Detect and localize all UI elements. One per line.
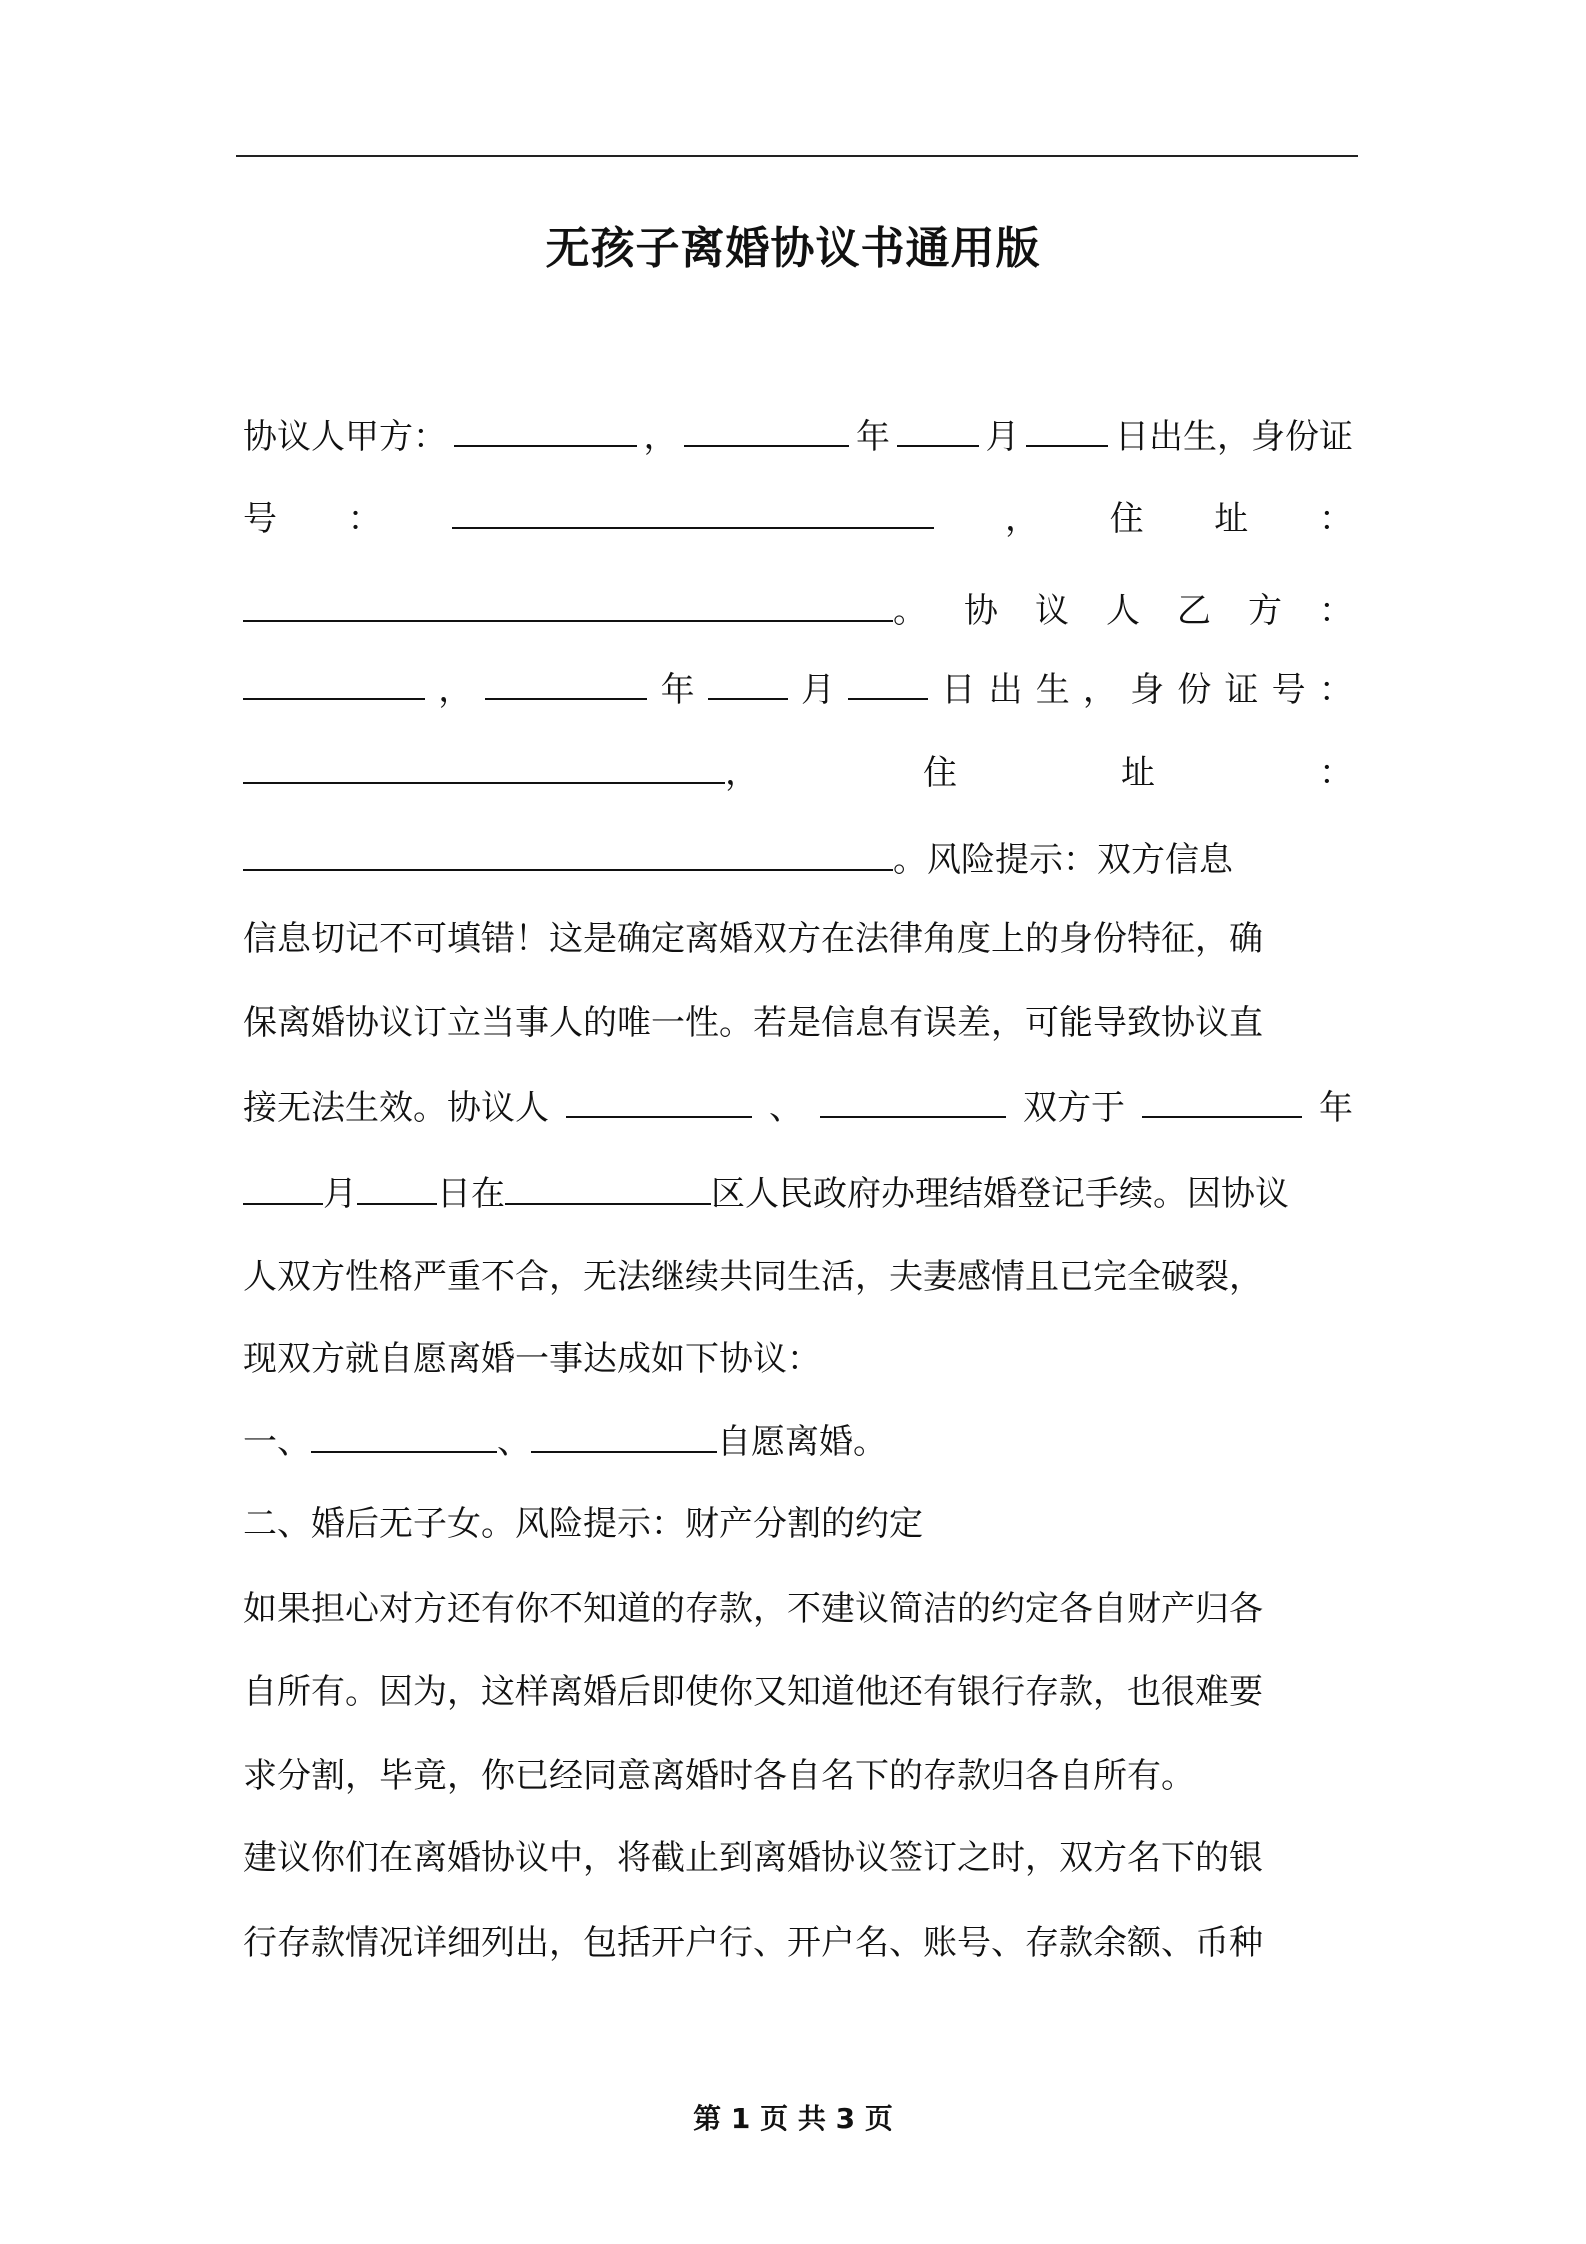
party-b-line-2: ， 住 址 ： [243, 751, 1353, 795]
paragraph-line: 保离婚协议订立当事人的唯一性。若是信息有误差，可能导致协议直 [243, 1003, 1263, 1043]
paragraph-line: 人双方性格严重不合，无法继续共同生活，夫妻感情且已完全破裂， [243, 1257, 1263, 1297]
district-blank [505, 1173, 711, 1205]
party-name-blank-1 [566, 1086, 752, 1118]
clause-one-blank-2 [531, 1421, 717, 1453]
paragraph-line: 信息切记不可填错！这是确定离婚双方在法律角度上的身份特征，确 [243, 919, 1263, 959]
marriage-day-blank [357, 1173, 437, 1205]
party-a-address-blank [243, 590, 893, 622]
header-rule [236, 155, 1358, 157]
registration-line-2: 月 日在 区人民政府办理结婚登记手续。因协议 [243, 1172, 1289, 1216]
party-b-address-line: 。风险提示：双方信息 [243, 838, 1233, 882]
party-a-label: 协议人甲方： [243, 417, 447, 457]
party-b-line-1: ， 年 月 日 出 生 ， 身 份 证 号 ： [243, 668, 1353, 712]
paragraph-line: 求分割，毕竟，你已经同意离婚时各自名下的存款归各自所有。 [243, 1756, 1195, 1796]
clause-one: 一、 、 自愿离婚。 [243, 1422, 887, 1462]
marriage-month-blank [243, 1173, 323, 1205]
page-footer: 第 1 页 共 3 页 [693, 2102, 893, 2135]
registration-line-1: 接无法生效。协议人 、 双方于 年 [243, 1088, 1353, 1128]
clause-one-blank-1 [311, 1421, 497, 1453]
party-a-line-1: 协议人甲方： ， 年 月 日出生，身份证 [243, 417, 1353, 457]
party-a-line-2: 号 ： ， 住 址 ： [243, 499, 1353, 539]
paragraph-line: 自所有。因为，这样离婚后即使你又知道他还有银行存款，也很难要 [243, 1672, 1263, 1712]
party-b-month-blank [708, 668, 788, 700]
party-name-blank-2 [820, 1086, 1006, 1118]
party-b-day-blank [848, 668, 928, 700]
party-a-name-blank [454, 415, 637, 447]
clause-two: 二、婚后无子女。风险提示：财产分割的约定 [243, 1504, 923, 1544]
paragraph-line: 建议你们在离婚协议中，将截止到离婚协议签订之时，双方名下的银 [243, 1838, 1263, 1878]
party-a-id-blank [452, 497, 934, 529]
paragraph-line: 行存款情况详细列出，包括开户行、开户名、账号、存款余额、币种 [243, 1923, 1263, 1963]
party-b-address-blank [243, 839, 893, 871]
party-b-year-blank [485, 668, 647, 700]
party-b-name-blank [243, 668, 425, 700]
document-title: 无孩子离婚协议书通用版 [545, 223, 1041, 274]
party-a-month-blank [897, 415, 979, 447]
marriage-year-blank [1142, 1086, 1302, 1118]
party-a-address-line: 。 协 议 人 乙 方 ： [243, 589, 1353, 633]
party-a-day-blank [1026, 415, 1108, 447]
party-a-year-blank [684, 415, 849, 447]
paragraph-line: 如果担心对方还有你不知道的存款，不建议简洁的约定各自财产归各 [243, 1589, 1263, 1629]
paragraph-line: 现双方就自愿离婚一事达成如下协议： [243, 1339, 821, 1379]
party-b-id-blank [243, 752, 725, 784]
